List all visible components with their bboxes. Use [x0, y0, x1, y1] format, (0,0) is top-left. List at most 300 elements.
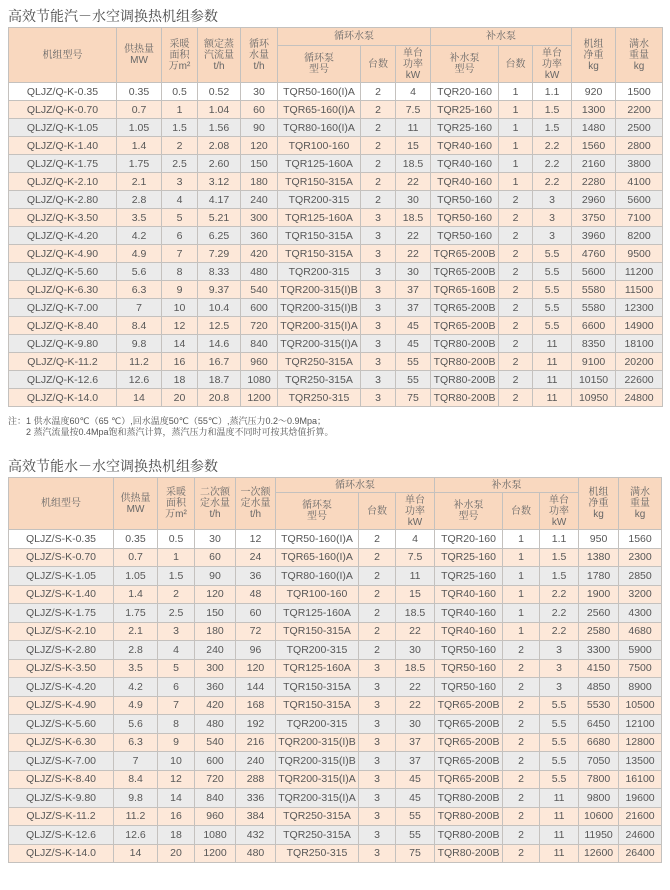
header-model: 机组型号 [9, 478, 114, 530]
cell-primary-rated-flow: 24 [236, 548, 276, 567]
cell-heating-area: 2 [162, 137, 198, 155]
cell-model: QLJZ/S-K-2.80 [9, 641, 114, 660]
cell-heat-output: 4.2 [114, 678, 158, 697]
cell-makeup-pump-qty: 1 [503, 530, 540, 549]
cell-circulating-pump-qty: 3 [361, 281, 396, 299]
cell-circulating-pump-qty: 3 [361, 227, 396, 245]
cell-secondary-rated-flow: 120 [195, 585, 236, 604]
table-row [9, 389, 663, 407]
cell-circulating-pump-model: TQR150-315A [278, 173, 361, 191]
table-row [9, 353, 663, 371]
table-row [9, 371, 663, 389]
cell-makeup-pump-power: 1.1 [540, 530, 579, 549]
cell-heating-area: 4 [158, 641, 195, 660]
cell-circulating-water-flow: 720 [241, 317, 278, 335]
cell-rated-steam-flow: 6.25 [198, 227, 241, 245]
cell-makeup-pump-model: TQR65-200B [431, 299, 499, 317]
cell-makeup-pump-model: TQR50-160 [431, 191, 499, 209]
table-row [9, 770, 662, 789]
cell-makeup-pump-power: 11 [540, 807, 579, 826]
cell-heat-output: 0.7 [117, 101, 162, 119]
cell-primary-rated-flow: 336 [236, 789, 276, 808]
table-row [9, 844, 662, 863]
cell-net-weight: 6600 [572, 317, 616, 335]
cell-makeup-pump-power: 2.2 [533, 173, 572, 191]
cell-circulating-pump-power: 45 [396, 335, 431, 353]
cell-makeup-pump-model: TQR80-200B [435, 844, 503, 863]
cell-full-water-weight: 3200 [619, 585, 662, 604]
cell-heat-output: 1.4 [114, 585, 158, 604]
cell-net-weight: 3960 [572, 227, 616, 245]
cell-rated-steam-flow: 0.52 [198, 83, 241, 101]
cell-model: QLJZ/S-K-11.2 [9, 807, 114, 826]
cell-heating-area: 18 [158, 826, 195, 845]
cell-full-water-weight: 8900 [619, 678, 662, 697]
cell-primary-rated-flow: 96 [236, 641, 276, 660]
cell-circulating-pump-qty: 3 [359, 770, 396, 789]
cell-circulating-water-flow: 300 [241, 209, 278, 227]
cell-circulating-pump-model: TQR150-315A [276, 696, 359, 715]
cell-circulating-pump-model: TQR200-315(I)A [276, 770, 359, 789]
cell-primary-rated-flow: 288 [236, 770, 276, 789]
cell-model: QLJZ/S-K-3.50 [9, 659, 114, 678]
cell-makeup-pump-power: 1.5 [540, 567, 579, 586]
cell-makeup-pump-model: TQR40-160 [431, 155, 499, 173]
cell-secondary-rated-flow: 30 [195, 530, 236, 549]
cell-makeup-pump-qty: 2 [499, 281, 533, 299]
cell-full-water-weight: 14900 [616, 317, 663, 335]
cell-heat-output: 9.8 [114, 789, 158, 808]
cell-makeup-pump-power: 11 [533, 353, 572, 371]
cell-model: QLJZ/Q-K-1.75 [9, 155, 117, 173]
cell-full-water-weight: 2300 [619, 548, 662, 567]
cell-heat-output: 11.2 [117, 353, 162, 371]
table-row [9, 696, 662, 715]
cell-makeup-pump-qty: 2 [499, 209, 533, 227]
cell-net-weight: 12600 [579, 844, 619, 863]
cell-net-weight: 2280 [572, 173, 616, 191]
header-circulating-pump-group: 循环水泵 [278, 28, 431, 46]
cell-model: QLJZ/Q-K-7.00 [9, 299, 117, 317]
notes-label: 注： [8, 416, 27, 426]
cell-circulating-pump-model: TQR250-315 [278, 389, 361, 407]
cell-heating-area: 9 [162, 281, 198, 299]
cell-net-weight: 4150 [579, 659, 619, 678]
cell-net-weight: 2580 [579, 622, 619, 641]
cell-makeup-pump-power: 5.5 [533, 299, 572, 317]
cell-secondary-rated-flow: 720 [195, 770, 236, 789]
cell-circulating-pump-model: TQR250-315A [278, 353, 361, 371]
cell-rated-steam-flow: 5.21 [198, 209, 241, 227]
cell-model: QLJZ/Q-K-14.0 [9, 389, 117, 407]
cell-circulating-pump-power: 55 [396, 826, 435, 845]
table-row [9, 317, 663, 335]
cell-model: QLJZ/Q-K-8.40 [9, 317, 117, 335]
cell-heating-area: 20 [158, 844, 195, 863]
table-row [9, 263, 663, 281]
cell-circulating-pump-model: TQR200-315(I)B [278, 299, 361, 317]
table-row [9, 530, 662, 549]
cell-net-weight: 5600 [572, 263, 616, 281]
cell-model: QLJZ/S-K-5.60 [9, 715, 114, 734]
table-row [9, 585, 662, 604]
cell-circulating-pump-qty: 3 [359, 807, 396, 826]
cell-makeup-pump-qty: 2 [503, 789, 540, 808]
cell-net-weight: 2160 [572, 155, 616, 173]
header-net-weight: 机组 净重 kg [579, 478, 619, 530]
notes-lines [26, 416, 334, 438]
cell-circulating-pump-qty: 2 [361, 101, 396, 119]
cell-makeup-pump-model: TQR25-160 [435, 567, 503, 586]
cell-makeup-pump-qty: 2 [499, 335, 533, 353]
cell-circulating-pump-power: 11 [396, 567, 435, 586]
cell-rated-steam-flow: 8.33 [198, 263, 241, 281]
cell-circulating-pump-qty: 3 [359, 752, 396, 771]
table-row [9, 245, 663, 263]
steam-water-spec-table [8, 27, 663, 407]
cell-heating-area: 2.5 [158, 604, 195, 623]
cell-circulating-pump-model: TQR100-160 [276, 585, 359, 604]
cell-circulating-pump-qty: 2 [359, 530, 396, 549]
cell-heat-output: 5.6 [114, 715, 158, 734]
cell-circulating-pump-power: 30 [396, 715, 435, 734]
cell-full-water-weight: 5600 [616, 191, 663, 209]
cell-circulating-pump-qty: 2 [359, 585, 396, 604]
cell-circulating-pump-power: 7.5 [396, 548, 435, 567]
cell-circulating-pump-power: 18.5 [396, 209, 431, 227]
cell-circulating-water-flow: 540 [241, 281, 278, 299]
cell-makeup-pump-model: TQR80-200B [435, 807, 503, 826]
cell-net-weight: 3750 [572, 209, 616, 227]
cell-heat-output: 11.2 [114, 807, 158, 826]
cell-circulating-pump-power: 15 [396, 137, 431, 155]
cell-circulating-pump-qty: 2 [359, 548, 396, 567]
cell-heating-area: 16 [162, 353, 198, 371]
header-circulating-water-flow: 循环 水量 t/h [241, 28, 278, 83]
table-row [9, 137, 663, 155]
header-circulating-pump-qty: 台数 [359, 493, 396, 530]
cell-net-weight: 9100 [572, 353, 616, 371]
table-header [9, 28, 663, 83]
cell-circulating-pump-model: TQR200-315(I)A [276, 789, 359, 808]
cell-full-water-weight: 9500 [616, 245, 663, 263]
cell-circulating-pump-power: 4 [396, 83, 431, 101]
cell-makeup-pump-power: 2.2 [540, 585, 579, 604]
header-heat-output: 供热量 MW [117, 28, 162, 83]
cell-rated-steam-flow: 2.08 [198, 137, 241, 155]
table-row [9, 83, 663, 101]
cell-circulating-water-flow: 360 [241, 227, 278, 245]
cell-heating-area: 0.5 [158, 530, 195, 549]
cell-full-water-weight: 16100 [619, 770, 662, 789]
cell-circulating-pump-qty: 3 [359, 659, 396, 678]
cell-circulating-pump-qty: 3 [361, 371, 396, 389]
cell-heat-output: 2.1 [117, 173, 162, 191]
cell-makeup-pump-qty: 2 [499, 299, 533, 317]
cell-makeup-pump-model: TQR80-200B [435, 789, 503, 808]
cell-makeup-pump-power: 5.5 [540, 770, 579, 789]
cell-makeup-pump-model: TQR25-160 [431, 119, 499, 137]
cell-heating-area: 18 [162, 371, 198, 389]
cell-model: QLJZ/Q-K-9.80 [9, 335, 117, 353]
cell-makeup-pump-power: 3 [533, 191, 572, 209]
cell-makeup-pump-power: 2.2 [533, 137, 572, 155]
cell-rated-steam-flow: 12.5 [198, 317, 241, 335]
cell-circulating-pump-qty: 3 [359, 733, 396, 752]
cell-circulating-water-flow: 960 [241, 353, 278, 371]
cell-net-weight: 4850 [579, 678, 619, 697]
cell-net-weight: 2560 [579, 604, 619, 623]
cell-makeup-pump-model: TQR25-160 [431, 101, 499, 119]
cell-circulating-pump-model: TQR200-315 [278, 191, 361, 209]
cell-model: QLJZ/S-K-7.00 [9, 752, 114, 771]
header-full-water-weight: 满水 重量 kg [619, 478, 662, 530]
cell-circulating-pump-qty: 2 [361, 173, 396, 191]
cell-makeup-pump-power: 5.5 [540, 696, 579, 715]
cell-heating-area: 1.5 [158, 567, 195, 586]
cell-full-water-weight: 1560 [619, 530, 662, 549]
cell-makeup-pump-model: TQR65-200B [431, 317, 499, 335]
cell-makeup-pump-power: 11 [540, 826, 579, 845]
cell-heat-output: 12.6 [117, 371, 162, 389]
cell-makeup-pump-power: 11 [533, 335, 572, 353]
cell-net-weight: 10150 [572, 371, 616, 389]
cell-full-water-weight: 2500 [616, 119, 663, 137]
cell-circulating-pump-power: 55 [396, 371, 431, 389]
table-row [9, 678, 662, 697]
cell-heating-area: 2.5 [162, 155, 198, 173]
header-rated-steam-flow: 额定蒸 汽流量 t/h [198, 28, 241, 83]
cell-model: QLJZ/S-K-1.05 [9, 567, 114, 586]
cell-circulating-pump-qty: 2 [361, 119, 396, 137]
cell-makeup-pump-qty: 1 [499, 137, 533, 155]
cell-heat-output: 2.1 [114, 622, 158, 641]
cell-heating-area: 1 [162, 101, 198, 119]
cell-net-weight: 3300 [579, 641, 619, 660]
cell-makeup-pump-qty: 1 [503, 604, 540, 623]
cell-circulating-pump-power: 55 [396, 807, 435, 826]
cell-full-water-weight: 2800 [616, 137, 663, 155]
cell-makeup-pump-model: TQR50-160 [431, 227, 499, 245]
cell-makeup-pump-qty: 2 [503, 752, 540, 771]
cell-heat-output: 1.05 [114, 567, 158, 586]
cell-heat-output: 6.3 [117, 281, 162, 299]
cell-circulating-pump-qty: 3 [361, 353, 396, 371]
cell-net-weight: 2960 [572, 191, 616, 209]
cell-circulating-pump-qty: 2 [359, 641, 396, 660]
cell-circulating-pump-qty: 2 [361, 137, 396, 155]
cell-circulating-pump-model: TQR250-315A [276, 826, 359, 845]
header-makeup-pump-group: 补水泵 [435, 478, 579, 493]
cell-secondary-rated-flow: 540 [195, 733, 236, 752]
cell-full-water-weight: 22600 [616, 371, 663, 389]
cell-makeup-pump-model: TQR65-200B [435, 715, 503, 734]
cell-full-water-weight: 24800 [616, 389, 663, 407]
cell-heat-output: 7 [114, 752, 158, 771]
cell-model: QLJZ/S-K-6.30 [9, 733, 114, 752]
note-line: 1 供水温度60℃（65 ℃）,回水温度50℃（55℃）,蒸汽压力0.2～0.9Mpa； [26, 416, 327, 426]
cell-circulating-pump-model: TQR125-160A [276, 604, 359, 623]
cell-heating-area: 9 [158, 733, 195, 752]
cell-full-water-weight: 24600 [619, 826, 662, 845]
cell-circulating-pump-qty: 2 [361, 83, 396, 101]
cell-circulating-pump-power: 37 [396, 733, 435, 752]
header-makeup-pump-model: 补水泵 型号 [435, 493, 503, 530]
cell-model: QLJZ/Q-K-2.80 [9, 191, 117, 209]
cell-makeup-pump-qty: 2 [503, 770, 540, 789]
cell-makeup-pump-model: TQR20-160 [435, 530, 503, 549]
cell-makeup-pump-qty: 1 [499, 101, 533, 119]
header-circulating-pump-group: 循环水泵 [276, 478, 435, 493]
cell-rated-steam-flow: 18.7 [198, 371, 241, 389]
cell-model: QLJZ/S-K-1.40 [9, 585, 114, 604]
table-body [9, 530, 662, 863]
cell-primary-rated-flow: 168 [236, 696, 276, 715]
cell-circulating-pump-power: 45 [396, 317, 431, 335]
cell-net-weight: 10950 [572, 389, 616, 407]
cell-full-water-weight: 4300 [619, 604, 662, 623]
cell-circulating-pump-model: TQR250-315A [276, 807, 359, 826]
cell-circulating-pump-power: 30 [396, 641, 435, 660]
cell-model: QLJZ/Q-K-2.10 [9, 173, 117, 191]
cell-heat-output: 7 [117, 299, 162, 317]
cell-model: QLJZ/Q-K-4.90 [9, 245, 117, 263]
header-circulating-pump-model: 循环泵 型号 [276, 493, 359, 530]
cell-full-water-weight: 4100 [616, 173, 663, 191]
cell-makeup-pump-qty: 2 [499, 227, 533, 245]
cell-circulating-pump-power: 75 [396, 389, 431, 407]
cell-circulating-pump-qty: 2 [359, 567, 396, 586]
cell-circulating-pump-qty: 2 [361, 191, 396, 209]
cell-primary-rated-flow: 216 [236, 733, 276, 752]
header-model: 机组型号 [9, 28, 117, 83]
table-row [9, 752, 662, 771]
cell-makeup-pump-qty: 2 [503, 807, 540, 826]
cell-full-water-weight: 2850 [619, 567, 662, 586]
cell-heating-area: 7 [158, 696, 195, 715]
cell-heat-output: 14 [114, 844, 158, 863]
cell-circulating-pump-model: TQR125-160A [276, 659, 359, 678]
cell-primary-rated-flow: 12 [236, 530, 276, 549]
cell-rated-steam-flow: 4.17 [198, 191, 241, 209]
cell-makeup-pump-power: 1.1 [533, 83, 572, 101]
header-heat-output: 供热量 MW [114, 478, 158, 530]
cell-makeup-pump-qty: 2 [499, 353, 533, 371]
header-circulating-pump-qty: 台数 [361, 46, 396, 83]
cell-circulating-pump-model: TQR50-160(I)A [278, 83, 361, 101]
cell-circulating-pump-power: 22 [396, 678, 435, 697]
cell-net-weight: 7050 [579, 752, 619, 771]
cell-heating-area: 20 [162, 389, 198, 407]
cell-secondary-rated-flow: 360 [195, 678, 236, 697]
cell-circulating-pump-power: 37 [396, 752, 435, 771]
cell-full-water-weight: 5900 [619, 641, 662, 660]
header-circulating-pump-power: 单台 功率 kW [396, 46, 431, 83]
cell-full-water-weight: 19600 [619, 789, 662, 808]
cell-heat-output: 3.5 [117, 209, 162, 227]
cell-circulating-pump-model: TQR200-315 [278, 263, 361, 281]
cell-circulating-pump-model: TQR250-315A [278, 371, 361, 389]
cell-makeup-pump-qty: 2 [499, 389, 533, 407]
cell-makeup-pump-qty: 2 [503, 659, 540, 678]
cell-primary-rated-flow: 432 [236, 826, 276, 845]
cell-circulating-pump-model: TQR200-315(I)A [278, 317, 361, 335]
cell-net-weight: 1300 [572, 101, 616, 119]
cell-circulating-pump-model: TQR150-315A [278, 227, 361, 245]
header-row [9, 28, 663, 46]
cell-secondary-rated-flow: 240 [195, 641, 236, 660]
cell-full-water-weight: 20200 [616, 353, 663, 371]
cell-net-weight: 4760 [572, 245, 616, 263]
cell-primary-rated-flow: 120 [236, 659, 276, 678]
cell-makeup-pump-power: 5.5 [540, 733, 579, 752]
header-makeup-pump-group: 补水泵 [431, 28, 572, 46]
cell-rated-steam-flow: 3.12 [198, 173, 241, 191]
cell-circulating-pump-power: 22 [396, 245, 431, 263]
cell-full-water-weight: 12100 [619, 715, 662, 734]
cell-makeup-pump-power: 3 [533, 227, 572, 245]
cell-heat-output: 12.6 [114, 826, 158, 845]
header-full-water-weight: 满水 重量 kg [616, 28, 663, 83]
cell-makeup-pump-power: 3 [533, 209, 572, 227]
cell-model: QLJZ/S-K-9.80 [9, 789, 114, 808]
water-water-spec-table [8, 477, 662, 863]
cell-full-water-weight: 11200 [616, 263, 663, 281]
cell-net-weight: 5580 [572, 299, 616, 317]
cell-primary-rated-flow: 60 [236, 604, 276, 623]
cell-circulating-pump-qty: 3 [359, 678, 396, 697]
table-row [9, 173, 663, 191]
cell-model: QLJZ/S-K-8.40 [9, 770, 114, 789]
header-makeup-pump-power: 单台 功率 kW [540, 493, 579, 530]
cell-heat-output: 2.8 [114, 641, 158, 660]
cell-net-weight: 10600 [579, 807, 619, 826]
cell-full-water-weight: 1500 [616, 83, 663, 101]
cell-heating-area: 0.5 [162, 83, 198, 101]
cell-makeup-pump-qty: 1 [499, 119, 533, 137]
table-row [9, 659, 662, 678]
cell-makeup-pump-power: 5.5 [533, 317, 572, 335]
cell-heating-area: 3 [158, 622, 195, 641]
header-heating-area: 采暖 面积 万m² [162, 28, 198, 83]
cell-circulating-pump-power: 15 [396, 585, 435, 604]
table-header [9, 478, 662, 530]
cell-makeup-pump-model: TQR50-160 [435, 678, 503, 697]
cell-makeup-pump-qty: 2 [499, 371, 533, 389]
cell-circulating-pump-power: 22 [396, 173, 431, 191]
cell-secondary-rated-flow: 480 [195, 715, 236, 734]
cell-makeup-pump-model: TQR65-200B [435, 696, 503, 715]
cell-circulating-pump-qty: 3 [361, 263, 396, 281]
table-row [9, 807, 662, 826]
cell-heating-area: 6 [162, 227, 198, 245]
cell-full-water-weight: 4680 [619, 622, 662, 641]
table-row [9, 622, 662, 641]
cell-makeup-pump-qty: 1 [503, 548, 540, 567]
header-circulating-pump-model: 循环泵 型号 [278, 46, 361, 83]
cell-makeup-pump-model: TQR65-200B [435, 770, 503, 789]
cell-net-weight: 5580 [572, 281, 616, 299]
cell-makeup-pump-qty: 1 [503, 585, 540, 604]
header-makeup-pump-model: 补水泵 型号 [431, 46, 499, 83]
cell-model: QLJZ/S-K-1.75 [9, 604, 114, 623]
cell-full-water-weight: 2200 [616, 101, 663, 119]
cell-circulating-pump-power: 18.5 [396, 659, 435, 678]
cell-makeup-pump-qty: 2 [503, 696, 540, 715]
cell-circulating-pump-power: 4 [396, 530, 435, 549]
cell-heat-output: 9.8 [117, 335, 162, 353]
cell-heating-area: 7 [162, 245, 198, 263]
